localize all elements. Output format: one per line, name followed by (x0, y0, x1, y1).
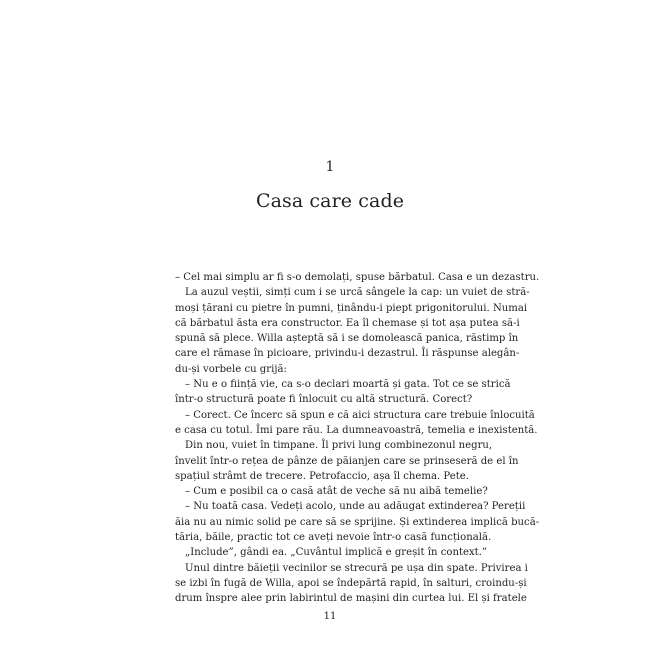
text-line: drum înspre alee prin labirintul de mașini din curtea lui. El și fratele (175, 593, 527, 605)
text-line: că bărbatul ăsta era constructor. Ea îl chemase și tot așa putea să-i (175, 317, 520, 329)
text-line: e casa cu totul. Îmi pare rău. La dumneavoastră, temelia e inexistentă. (175, 424, 538, 436)
text-line: – Nu toată casa. Vedeți acolo, unde au adăugat extinderea? Pereții (185, 501, 526, 513)
chapter-number: 1 (325, 159, 335, 175)
text-line: într-o structură poate fi înlocuit cu altă structură. Corect? (175, 394, 473, 406)
text-line: tăria, băile, practic tot ce aveți nevoie într-o casă funcțională. (175, 532, 492, 544)
text-line: – Cel mai simplu ar fi s-o demolați, spuse bărbatul. Casa e un dezastru. (175, 272, 540, 283)
chapter-body-text (175, 270, 540, 607)
chapter-title: Casa care cade (255, 190, 405, 212)
text-line: ăia nu au nimic solid pe care să se sprijine. Și extinderea implică bucă- (175, 516, 540, 528)
text-line: se izbi în fugă de Willa, apoi se îndepărtă rapid, în salturi, croindu-și (175, 577, 527, 589)
text-line: moși țărani cu pietre în pumni, ținându-i piept prigonitorului. Numai (175, 302, 528, 314)
text-line: care el rămase în picioare, privindu-i dezastrul. Îi răspunse alegân- (175, 348, 520, 360)
text-line: – Corect. Ce încerc să spun e că aici structura care trebuie înlocuită (185, 409, 535, 421)
text-line: învelit într-o rețea de pânze de păianjen care se prinseseră de el în (175, 455, 519, 467)
text-line: – Nu e o ființă vie, ca s-o declari moartă și gata. Tot ce se strică (185, 379, 511, 391)
text-line: spațiul strâmt de trecere. Petrofaccio, așa îl chema. Pete. (175, 470, 469, 482)
page-number: 11 (323, 611, 337, 622)
text-line: „Include”, gândi ea. „Cuvântul implică e greșit în context.” (185, 547, 488, 559)
text-line: La auzul veștii, simți cum i se urcă sângele la cap: un vuiet de stră- (185, 287, 530, 299)
text-line: Unul dintre băieții vecinilor se strecură pe ușa din spate. Privirea i (185, 562, 528, 574)
text-line: Din nou, vuiet în timpane. Îl privi lung combinezonul negru, (185, 440, 493, 452)
text-line: du-și vorbele cu grijă: (175, 363, 287, 375)
text-line: spună să plece. Willa așteptă să i se domolească panica, răstimp în (175, 333, 519, 345)
text-line: – Cum e posibil ca o casă atât de veche să nu aibă temelie? (185, 486, 488, 498)
